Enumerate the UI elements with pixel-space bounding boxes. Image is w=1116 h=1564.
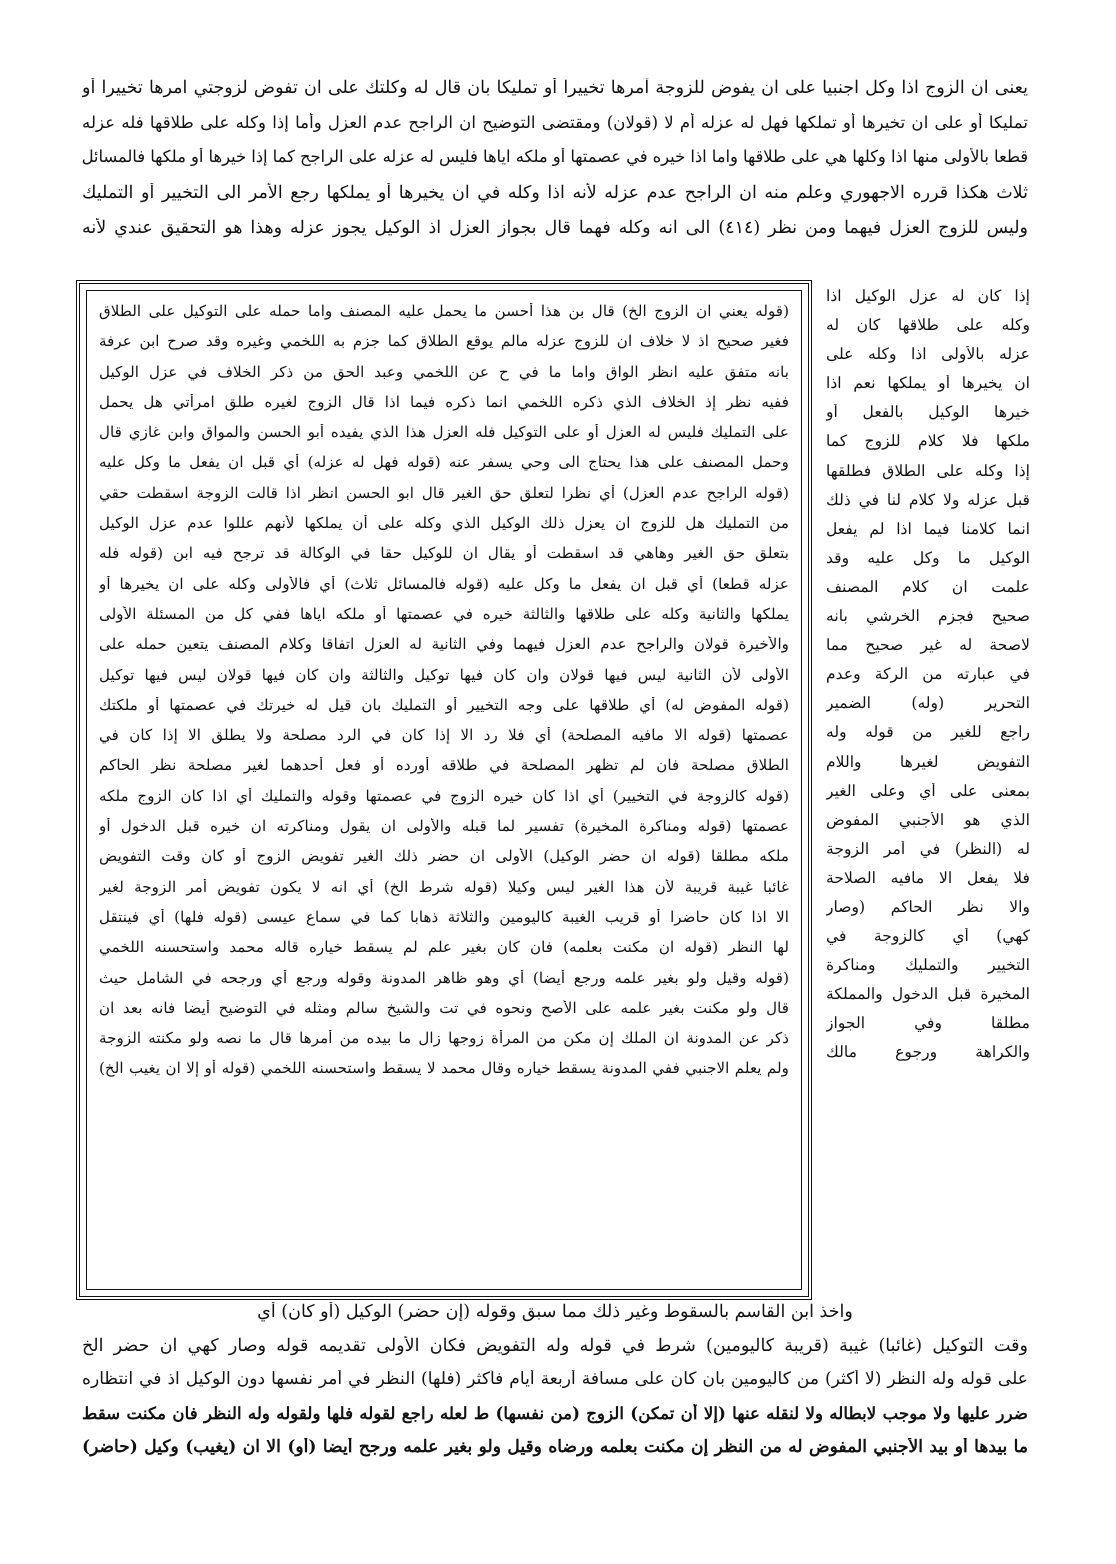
commentary-line: غائبا غيبة قريبة لأن هذا الغير ليس وكيلا (قوله شرط الخ) أي انه لا يكون تفويض أمر الزوجة لغير (99, 878, 789, 896)
commentary-line: بانه متفق عليه انظر الواق واما ما في ح عن اللخمي وعبد الحق من ذكر الخلاف في عزل الوكيل (99, 363, 789, 381)
text-line: ما بيدها أو بيد الأجنبي المفوض له من النظر إن مكنت بعلمه ورضاه وقيل ولو بغير علمه ورجح أيضا (أو) الا ان (يغيب) وكيل (حاضر) (82, 1438, 1028, 1457)
side-line: مطلقا وفي الجواز (826, 1015, 1030, 1033)
side-line: إذا وكله على الطلاق فطلقها (826, 462, 1030, 480)
text-line: ضرر عليها ولا موجب لابطاله ولا لنقله عنها (إلا أن تمكن) الزوج (من نفسها) ط لعله راجع لقوله فلها ولقوله وله النظر فان مكنت سقط (82, 1404, 1028, 1423)
commentary-line: عصمتها (قوله ومناكرة المخيرة) تفسير لما قبله والأولى ان يقول ومناكرته ان خيره قبل الدخول أو (99, 818, 789, 836)
commentary-line: لها النظر (قوله ان مكنت بعلمه) فان كان بغير علم لم يسقط خياره قاله محمد واستحسنه اللخمي (99, 939, 789, 957)
commentary-line: ولم يعلم الاجنبي ففي المدونة يسقط خياره وقال محمد لا يسقط واستحسنه اللخمي (قوله أو إلا ان يغيب الخ) (99, 1060, 789, 1078)
commentary-line: (قوله وقيل ولو بغير علمه ورجع أيضا) أي وهو ظاهر المدونة وقوله ورجع أي ورجحه في الشامل حيث (99, 969, 789, 987)
commentary-line: وحمل المصنف على هذا يحتاج الى وحي يسفر عنه (قوله فهل له عزله) أي قبل ان يفعل ما وكل عليه (99, 454, 789, 472)
side-line: له (النظر) في أمر الزوجة (826, 840, 1030, 858)
side-line: والكراهة ورجوع مالك (826, 1044, 1030, 1062)
commentary-line: ملكه مطلقا (قوله ان حضر الوكيل) الأولى ان حضر ذلك الغير تفويض الزوج أو كان وقت التفويض (99, 848, 789, 866)
side-line: راجع للغير من قوله وله (826, 724, 1030, 742)
side-line: إذا كان له عزل الوكيل اذا (826, 288, 1030, 305)
text-line: يعنى ان الزوج اذا وكل اجنبيا على ان يفوض للزوجة آمرها تخييرا أو تمليكا بان قال له وكلتك على ان تفوض لزوجتي امرها تخييرا أو (82, 78, 1028, 98)
side-line: لاصحة له غير صحيح مما (826, 637, 1030, 655)
side-line: التفويض لغيرها واللام (826, 753, 1030, 771)
commentary-line: الطلاق مصلحة فان لم تظهر المصلحة في طلاقه أورده أو فعل أحدهما لغير مصلحة نظر الحاكم (99, 757, 789, 775)
commentary-box (76, 280, 812, 1300)
commentary-line: بتعلق حق الغير وهاهي قد اسقطت أو يقال ان للوكيل حقا في الوكالة قد ترجح فيه ابن (قوله فله (99, 545, 789, 563)
side-column-text (826, 288, 1030, 1074)
commentary-line: الأولى لأن الثانية ليس فيها قولان وان كان فيها توكيل والثالثة وان كان فيها قولان ليس فيها توكيل (99, 666, 789, 684)
commentary-line: والأخيرة قولان والراجح عدم العزل فيهما وفي الثانية له العزل اتفاقا وكلام المصنف يتعين حمله على (99, 636, 789, 654)
side-line: قبل عزله ولا كلام لنا في ذلك (826, 491, 1030, 509)
commentary-text (86, 290, 802, 1290)
text-line: واخذ ابن القاسم بالسقوط وغير ذلك مما سبق وقوله (إن حضر) الوكيل (أو كان) أي (257, 1302, 853, 1322)
side-line: عزله بالأولى اذا وكله على (826, 346, 1030, 364)
commentary-line: من التمليك هل للزوج ان يعزل ذلك الوكيل الذي وكله على أن يملكها لأنهم عللوا عدم عزل الوكيل (99, 515, 789, 533)
side-line: التخيير والتمليك ومناكرة (826, 957, 1030, 975)
side-line: ملكها فلا كلام للزوج كما (826, 433, 1030, 451)
side-line: فلا يفعل الا مافيه الصلاحة (826, 869, 1030, 887)
side-line: والا نظر الحاكم (وصار (826, 898, 1030, 916)
side-line: الوكيل ما وكل عليه وقد (826, 549, 1030, 567)
commentary-line: (قوله المفوض له) أي طلاقها على وجه التخيير أو التمليك بان قيل له خيرتك في عصمتها أو ملكتك (99, 696, 789, 714)
text-line: وقت التوكيل (غائبا) غيبة (قريبة كاليومين) شرط في قوله وله التفويض فكان الأولى تقديمه قوله وصار كهي ان حضر الخ (82, 1336, 1028, 1356)
side-line: انما كلامنا فيما اذا لم يفعل (826, 520, 1030, 538)
side-line: بمعنى على أي وعلى الغير (826, 782, 1030, 800)
commentary-line: (قوله الراجح عدم العزل) أي نظرا لتعلق حق الغير قال ابو الحسن انظر اذا قالت الزوجة اسقطت حقي (99, 484, 789, 502)
commentary-line: قال ولو مكنت بغير علمه على الأصح ونحوه في تت والشيخ سالم ومثله في التوضيح أيضا فانه بعد ان (99, 999, 789, 1017)
side-line: ان يخيرها أو يملكها نعم اذا (826, 375, 1030, 393)
commentary-line: (قوله يعني ان الزوج الخ) قال بن هذا أحسن ما يحمل عليه المصنف واما حمله على التوكيل على الطلاق (99, 303, 789, 320)
main-text-bottom (82, 1302, 1028, 1472)
side-line: وكله على طلاقها كان له (826, 317, 1030, 335)
commentary-line: يملكها والثانية وكله على طلاقها والثالثة خيره في عصمتها أو ملكه اياها ففي كل من المسئلة الأولى (99, 605, 789, 623)
side-line: خيرها الوكيل بالفعل أو (826, 404, 1030, 422)
side-line: كهي) أي كالزوجة في (826, 928, 1030, 946)
text-line: تمليكا أو على ان تخيرها أو تملكها فهل له عزله أم لا (قولان) ومقتضى التوضيح ان الراجح عدم العزل وأما إذا وكله على طلاقها فله عزله (82, 113, 1028, 132)
side-line: في عبارته من الركة وعدم (826, 666, 1030, 684)
text-line: وليس للزوج العزل فيهما ومن نظر (٤١٤) الى انه وكله فهما قال بجواز العزل اذ الوكيل يجوز عزله وهذا هو التحقيق عندي لأنه (82, 218, 1028, 238)
side-line: المخيرة قبل الدخول والمملكة (826, 986, 1030, 1004)
commentary-line: على التمليك فليس له العزل أو على التوكيل فله العزل هذا الذي يفيده أبو الحسن والمواق وابن غازي قال (99, 424, 789, 442)
text-line: على قوله وله النظر (لا أكثر) من كاليومين بان كان على مسافة أربعة أيام فأكثر (فلها) النظر في أمر نفسها دون الوكيل اذ في انتظاره (82, 1370, 1028, 1389)
side-line: الذي هو الأجنبي المفوض (826, 811, 1030, 829)
text-line: ثلاث هكذا قرره الاجهوري وعلم منه ان الراجح عدم عزله لأنه اذا وكله في ان يخيرها أو يملكها رجع الأمر الى التخيير أو التمليك (82, 183, 1028, 203)
side-line: صحيح فجزم الخرشي بانه (826, 608, 1030, 626)
side-line: التحرير (وله) الضمير (826, 695, 1030, 713)
commentary-line: فغير صحيح اذ لا خلاف ان للزوج عزله مالم يوقع الطلاق كما جزم به اللخمي وغيره وقد صرح ابن عرفة (99, 333, 789, 351)
main-text-top (82, 78, 1028, 253)
commentary-line: الا اذا كان حاضرا أو قريب الغيبة كاليومين والثلاثة ذهابا كما في سماع عيسى (قوله فلها) أي فينتقل (99, 908, 789, 926)
commentary-line: (قوله كالزوجة في التخيير) أي اذا كان خيره الزوج في عصمتها وقوله والتمليك أي اذا كان الزوج ملكه (99, 787, 789, 805)
commentary-line: عزله قطعا) أي قبل ان يفعل ما وكل عليه (قوله فالمسائل ثلاث) أي فالأولى وكله على ان يخيرها أو (99, 575, 789, 593)
text-line: قطعا بالأولى منها اذا وكلها هي على طلاقها واما اذا خيره في عصمتها أو ملكه اياها فليس له عزله على الراجح كما إذا خيرها أو ملكها فالمسائل (82, 148, 1028, 166)
commentary-line: ففيه نظر إذ الخلاف الذي ذكره اللخمي انما ذكره فيما اذا قال الزوج لغيره طلق امرأتي هل يحمل (99, 393, 789, 411)
side-line: علمت ان كلام المصنف (826, 578, 1030, 596)
commentary-line: ذكر عن المدونة ان الملك إن مكن من المرأة زوجها زال ما بيده من أمرها قال ما نصه ولو مكنته الزوجة (99, 1030, 789, 1048)
commentary-line: عصمتها (قوله الا مافيه المصلحة) أي فلا رد الا إذا كان في الرد مصلحة ولا يطلق الا إذا كان في (99, 727, 789, 745)
